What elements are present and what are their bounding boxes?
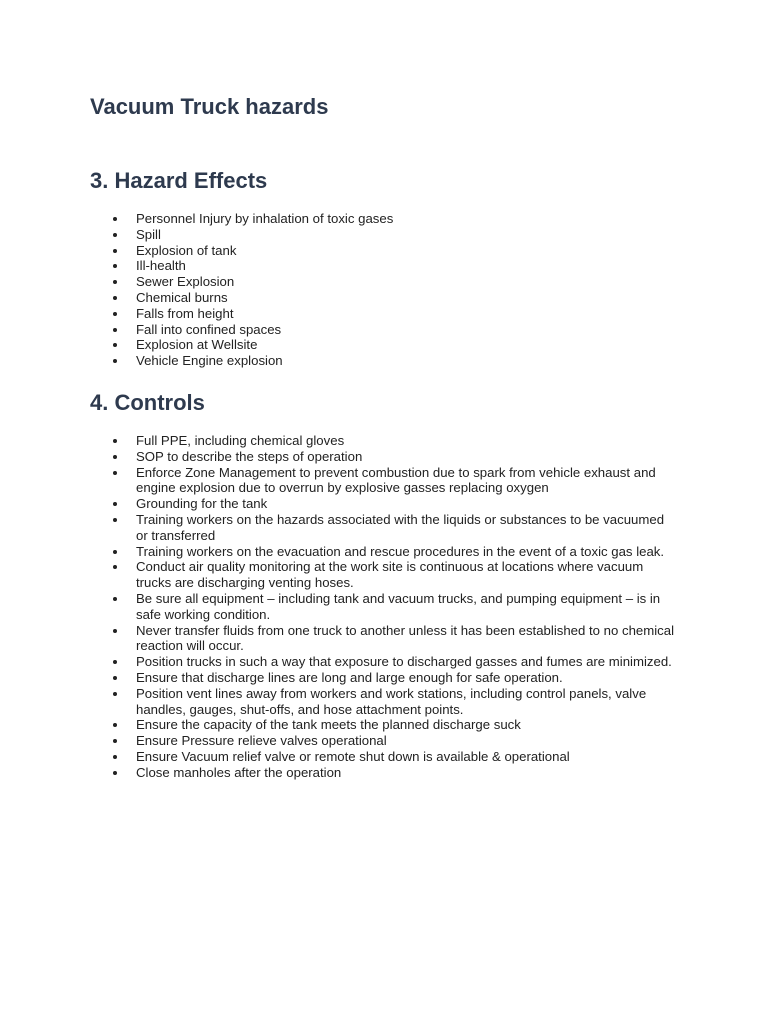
list-item-text: Ensure Pressure relieve valves operational	[136, 733, 387, 749]
list-item-text: Close manholes after the operation	[136, 764, 342, 780]
list-item	[0, 496, 676, 512]
bullet-icon	[113, 296, 117, 300]
list-item-text: Position vent lines away from workers and work stations, including control panels, valve handles, gauges, shut-offs, and hose attachment points.	[136, 685, 647, 717]
list-item	[0, 322, 676, 338]
controls-list	[0, 433, 676, 781]
bullet-icon	[113, 629, 117, 633]
list-item-text: Conduct air quality monitoring at the work site is continuous at locations where vacuum trucks are discharging venting hoses.	[136, 559, 644, 591]
bullet-icon	[113, 692, 117, 696]
bullet-icon	[113, 565, 117, 569]
bullet-icon	[113, 249, 117, 253]
list-item	[0, 591, 676, 623]
bullet-icon	[113, 550, 117, 554]
list-item-text: Training workers on the evacuation and rescue procedures in the event of a toxic gas leak.	[136, 543, 665, 559]
list-item-text: Fall into confined spaces	[136, 321, 282, 337]
list-item-text: Ensure Vacuum relief valve or remote shut down is available & operational	[136, 748, 570, 764]
list-item-text: Full PPE, including chemical gloves	[136, 433, 345, 448]
list-item	[0, 353, 676, 369]
bullet-icon	[113, 359, 117, 363]
bullet-icon	[113, 264, 117, 268]
list-item-text: Spill	[136, 226, 161, 242]
list-item-text: Ensure the capacity of the tank meets the planned discharge suck	[136, 717, 521, 733]
bullet-icon	[113, 312, 117, 316]
bullet-icon	[113, 502, 117, 506]
list-item-text: Never transfer fluids from one truck to another unless it has been established to no chemical reaction will occur.	[136, 622, 675, 654]
list-item-text: Sewer Explosion	[136, 274, 235, 290]
bullet-icon	[113, 723, 117, 727]
list-item-text: Ill-health	[136, 258, 186, 274]
list-item	[0, 717, 676, 733]
list-item	[0, 306, 676, 322]
list-item-text: Chemical burns	[136, 289, 228, 305]
bullet-icon	[113, 660, 117, 664]
document-title: Vacuum Truck hazards	[90, 94, 329, 119]
list-item	[0, 227, 676, 243]
list-item	[0, 243, 676, 259]
bullet-icon	[113, 233, 117, 237]
list-item-text: Explosion at Wellsite	[136, 337, 258, 353]
list-item	[0, 433, 676, 449]
bullet-icon	[113, 343, 117, 347]
bullet-icon	[113, 518, 117, 522]
list-item-text: SOP to describe the steps of operation	[136, 448, 363, 464]
list-item	[0, 686, 676, 718]
list-item-text: Personnel Injury by inhalation of toxic gases	[136, 211, 394, 226]
list-item-text: Grounding for the tank	[136, 496, 268, 512]
list-item-text: Ensure that discharge lines are long and large enough for safe operation.	[136, 669, 563, 685]
list-item	[0, 274, 676, 290]
list-item	[0, 211, 676, 227]
bullet-icon	[113, 280, 117, 284]
bullet-icon	[113, 439, 117, 443]
list-item-text: Explosion of tank	[136, 242, 237, 258]
bullet-icon	[113, 676, 117, 680]
list-item	[0, 449, 676, 465]
list-item	[0, 623, 676, 655]
list-item	[0, 544, 676, 560]
list-item-text: Enforce Zone Management to prevent combustion due to spark from vehicle exhaust and engine explosion due to overrun by explosive gasses replacing oxygen	[136, 464, 656, 496]
bullet-icon	[113, 217, 117, 221]
bullet-icon	[113, 597, 117, 601]
bullet-icon	[113, 755, 117, 759]
list-item	[0, 765, 676, 781]
list-item	[0, 337, 676, 353]
list-item-text: Falls from height	[136, 305, 234, 321]
list-item-text: Position trucks in such a way that exposure to discharged gasses and fumes are minimized.	[136, 654, 672, 670]
bullet-icon	[113, 455, 117, 459]
bullet-icon	[113, 739, 117, 743]
bullet-icon	[113, 771, 117, 775]
list-item	[0, 258, 676, 274]
list-item-text: Be sure all equipment – including tank and vacuum trucks, and pumping equipment – is in safe working condition.	[136, 590, 661, 622]
list-item	[0, 670, 676, 686]
hazard-effects-list	[0, 211, 676, 369]
list-item	[0, 749, 676, 765]
bullet-icon	[113, 328, 117, 332]
list-item	[0, 654, 676, 670]
list-item	[0, 733, 676, 749]
section-heading-controls: 4. Controls	[90, 390, 205, 415]
bullet-icon	[113, 471, 117, 475]
section-heading-hazard-effects: 3. Hazard Effects	[90, 168, 268, 193]
list-item-text: Training workers on the hazards associated with the liquids or substances to be vacuumed or transferred	[136, 511, 665, 543]
list-item	[0, 512, 676, 544]
list-item	[0, 465, 676, 497]
list-item	[0, 559, 676, 591]
list-item	[0, 290, 676, 306]
list-item-text: Vehicle Engine explosion	[136, 353, 283, 369]
